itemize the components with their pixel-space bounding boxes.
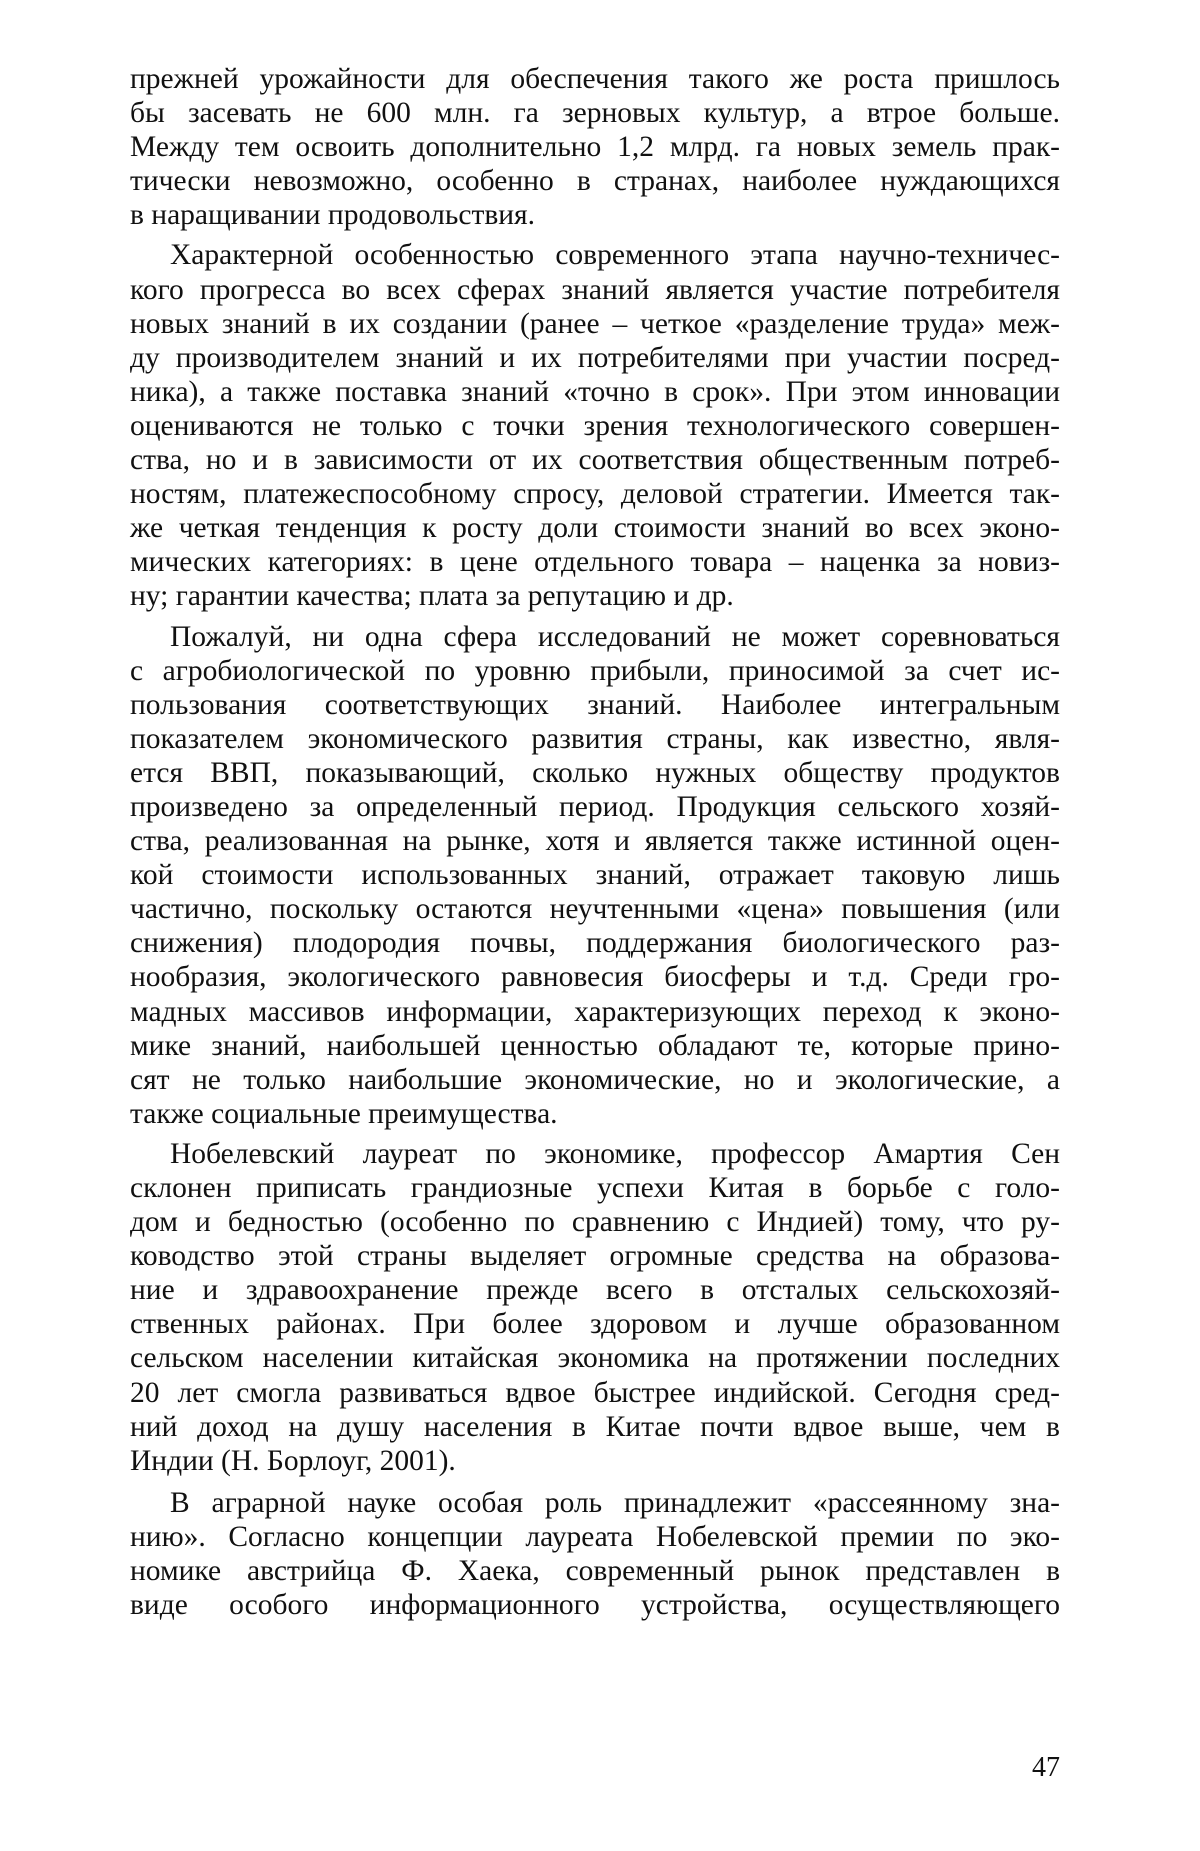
text-line: Между тем освоить дополнительно 1,2 млрд. га новых земель прак- <box>130 131 1060 164</box>
paragraph <box>130 1486 1060 1622</box>
text-line: с агробиологической по уровню прибыли, приносимой за счет ис- <box>130 654 1060 687</box>
text-line: ется ВВП, показывающий, сколько нужных обществу продуктов <box>130 756 1060 789</box>
paragraph <box>130 238 1060 613</box>
text-line: снижения) плодородия почвы, поддержания биологического раз- <box>130 927 1060 960</box>
text-line: оцениваются не только с точки зрения технологического совершен- <box>130 409 1060 442</box>
text-line: ководство этой страны выделяет огромные средства на образова- <box>130 1240 1060 1273</box>
text-line: ну; гарантии качества; плата за репутацию и др. <box>130 580 734 613</box>
text-line: бы засевать не 600 млн. га зерновых культур, а втрое больше. <box>130 97 1060 130</box>
text-line: частично, поскольку остаются неучтенными «цена» повышения (или <box>130 893 1060 926</box>
text-line: мических категориях: в цене отдельного товара – наценка за новиз- <box>130 546 1060 579</box>
text-line: кого прогресса во всех сферах знаний является участие потребителя <box>130 273 1060 306</box>
text-line: сят не только наибольшие экономические, но и экологические, а <box>130 1063 1060 1096</box>
text-line: в наращивании продовольствия. <box>130 199 536 232</box>
text-line: также социальные преимущества. <box>130 1097 558 1130</box>
text-line: Пожалуй, ни одна сфера исследований не может соревноваться <box>170 620 1060 653</box>
text-line: ностям, платежеспособному спросу, деловой стратегии. Имеется так- <box>130 478 1060 511</box>
text-line: ства, но и в зависимости от их соответствия общественным потреб- <box>130 444 1060 477</box>
text-line: же четкая тенденция к росту доли стоимости знаний во всех эконо- <box>130 512 1060 545</box>
text-line: 20 лет смогла развиваться вдвое быстрее индийской. Сегодня сред- <box>130 1376 1060 1409</box>
text-line: произведено за определенный период. Продукция сельского хозяй- <box>130 790 1060 823</box>
text-line: пользования соответствующих знаний. Наиболее интегральным <box>130 688 1060 721</box>
paragraph <box>130 1137 1060 1478</box>
text-line: дом и бедностью (особенно по сравнению с Индией) тому, что ру- <box>130 1206 1060 1239</box>
text-line: показателем экономического развития страны, как известно, явля- <box>130 722 1060 755</box>
text-line: ственных районах. При более здоровом и лучше образованном <box>130 1308 1060 1341</box>
text-line: нообразия, экологического равновесия биосферы и т.д. Среди гро- <box>130 961 1060 994</box>
text-line: кой стоимости использованных знаний, отражает таковую лишь <box>130 859 1060 892</box>
text-line: Характерной особенностью современного этапа научно-техничес- <box>170 239 1060 272</box>
text-line: ду производителем знаний и их потребителями при участии посред- <box>130 341 1060 374</box>
text-line: новых знаний в их создании (ранее – четкое «разделение труда» меж- <box>130 307 1060 340</box>
paragraph <box>130 62 1060 232</box>
text-line: сельском населении китайская экономика на протяжении последних <box>130 1342 1060 1375</box>
text-line: Нобелевский лауреат по экономике, профессор Амартия Сен <box>170 1137 1060 1170</box>
text-line: В аграрной науке особая роль принадлежит «рассеянному зна- <box>170 1486 1060 1519</box>
paragraph <box>130 620 1060 1131</box>
text-line: мике знаний, наибольшей ценностью обладают те, которые прино- <box>130 1029 1060 1062</box>
text-line: Индии (Н. Борлоуг, 2001). <box>130 1444 456 1477</box>
text-line: ний доход на душу населения в Китае почти вдвое выше, чем в <box>130 1410 1060 1443</box>
page-number: 47 <box>1032 1752 1060 1783</box>
text-line: нию». Согласно концепции лауреата Нобелевской премии по эко- <box>130 1520 1060 1553</box>
text-line: склонен приписать грандиозные успехи Китая в борьбе с голо- <box>130 1172 1060 1204</box>
text-line: ства, реализованная на рынке, хотя и является также истинной оцен- <box>130 825 1060 858</box>
text-line: прежней урожайности для обеспечения такого же роста пришлось <box>130 63 1060 95</box>
text-line: виде особого информационного устройства, осуществляющего <box>130 1589 1060 1622</box>
text-line: ника), а также поставка знаний «точно в срок». При этом инновации <box>130 375 1060 408</box>
text-line: тически невозможно, особенно в странах, наиболее нуждающихся <box>130 165 1060 198</box>
text-block <box>130 62 1060 1622</box>
text-line: номике австрийца Ф. Хаека, современный рынок представлен в <box>130 1555 1060 1588</box>
text-line: мадных массивов информации, характеризующих переход к эконо- <box>130 995 1060 1028</box>
page-body <box>130 62 1060 1622</box>
text-line: ние и здравоохранение прежде всего в отсталых сельскохозяй- <box>130 1274 1060 1307</box>
